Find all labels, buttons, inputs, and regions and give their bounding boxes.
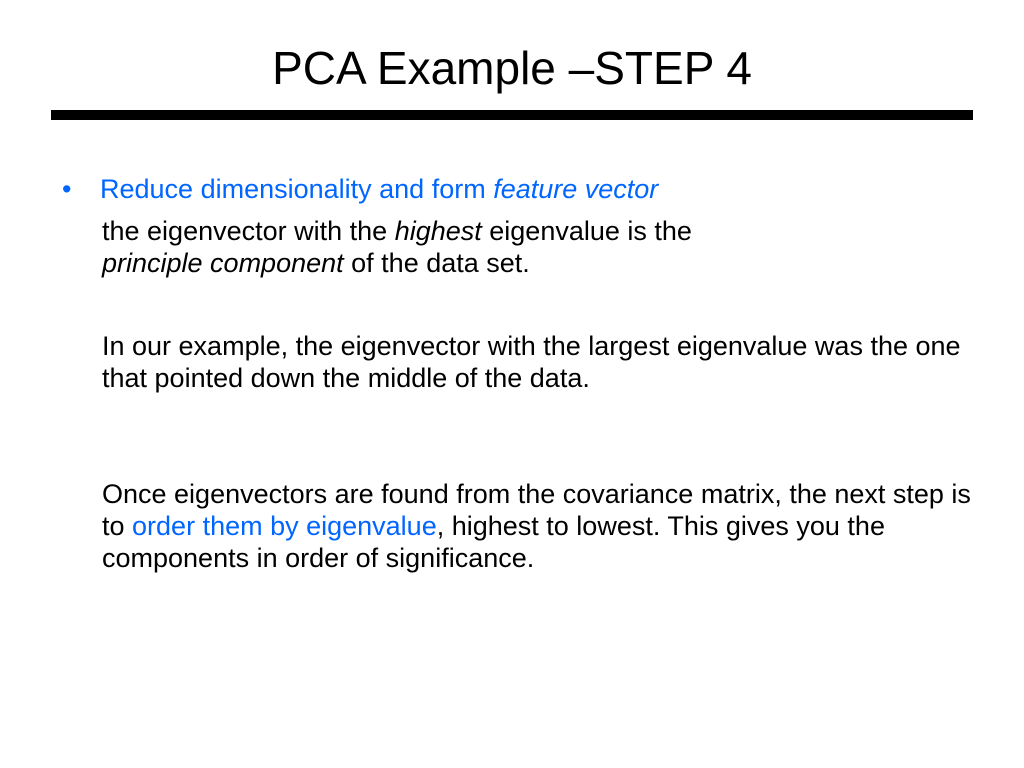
bullet-marker: • (62, 174, 72, 204)
paragraph1-part2: eigenvalue is the (481, 216, 692, 246)
paragraph-example: In our example, the eigenvector with the largest eigenvalue was the one that pointed down the middle of the data. (102, 331, 961, 393)
paragraph1-part1: the eigenvector with the (102, 216, 395, 246)
paragraph-order-eigenvectors (102, 478, 972, 574)
paragraph1-emphasis-principle-component: principle component (102, 248, 344, 278)
paragraph3-part1: Once eigenvectors are found from the covariance matrix, the next step is to (102, 479, 971, 541)
paragraph1-part3: of the data set. (343, 248, 530, 278)
paragraph-principal-component (102, 215, 972, 279)
paragraph3-part2: , highest to lowest. This gives you the components in order of significance. (102, 511, 885, 573)
bullet-emphasis: feature vector (493, 174, 659, 204)
title-divider (51, 110, 973, 120)
bullet-item (62, 172, 658, 206)
bullet-text: Reduce dimensionality and form (100, 174, 494, 204)
slide-title: PCA Example –STEP 4 (272, 42, 752, 94)
paragraph1-emphasis-highest: highest (394, 216, 482, 246)
paragraph3-highlight: order them by eigenvalue (132, 511, 437, 541)
